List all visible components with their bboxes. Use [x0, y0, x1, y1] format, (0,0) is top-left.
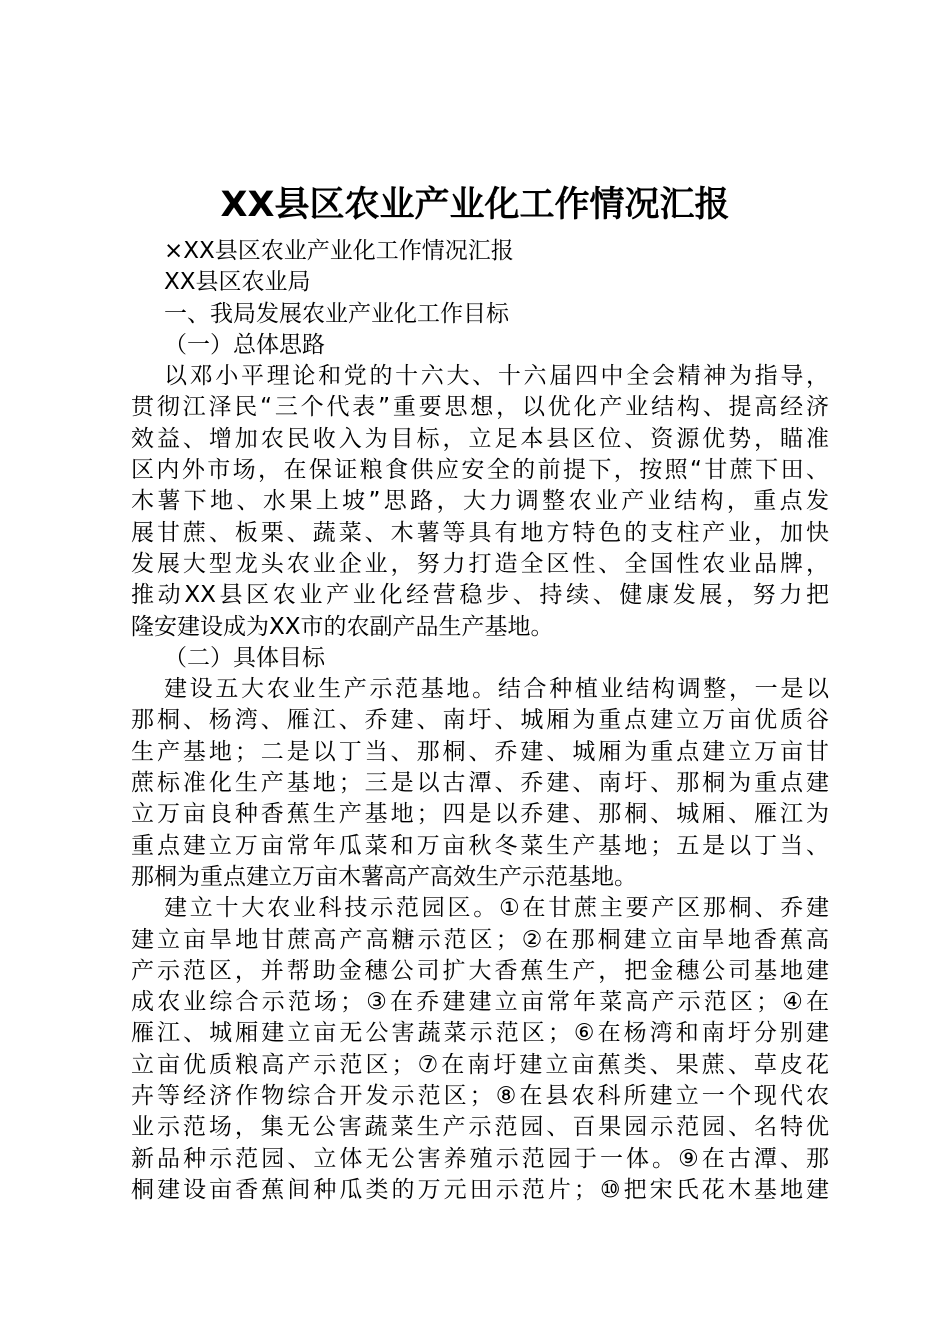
text-line: 产示范区，并帮助金穗公司扩大香蕉生产，把金穗公司基地建 [131, 957, 829, 984]
text-line: 生产基地；二是以丁当、那桐、乔建、城厢为重点建立万亩甘 [131, 738, 829, 765]
text-line: 区内外市场，在保证粮食供应安全的前提下，按照“甘蔗下田、 [131, 457, 829, 484]
text-line: 成农业综合示范场；③在乔建建立亩常年菜高产示范区；④在 [131, 989, 829, 1016]
text-line: 推动XX县区农业产业化经营稳步、持续、健康发展，努力把 [131, 582, 829, 609]
text-line: 以邓小平理论和党的十六大、十六届四中全会精神为指导， [164, 363, 829, 390]
text-line: 业示范场，集无公害蔬菜生产示范园、百果园示范园、名特优 [131, 1114, 829, 1141]
text-line: 木薯下地、水果上坡”思路，大力调整农业产业结构，重点发 [131, 488, 829, 515]
text-line: 贯彻江泽民“三个代表”重要思想，以优化产业结构、提高经济 [131, 394, 829, 421]
text-line: XX县区农业局 [164, 269, 311, 296]
text-line: 立亩优质粮高产示范区；⑦在南圩建立亩蕉类、果蔗、草皮花 [131, 1051, 829, 1078]
document-body [131, 236, 829, 1206]
text-line: 效益、增加农民收入为目标，立足本县区位、资源优势，瞄准 [131, 425, 829, 452]
text-line: 那桐为重点建立万亩木薯高产高效生产示范基地。 [131, 863, 637, 890]
text-line: 重点建立万亩常年瓜菜和万亩秋冬菜生产基地；五是以丁当、 [131, 832, 829, 859]
text-line: 立万亩良种香蕉生产基地；四是以乔建、那桐、城厢、雁江为 [131, 801, 829, 828]
text-line: 建立十大农业科技示范园区。①在甘蔗主要产区那桐、乔建 [164, 895, 829, 922]
text-line: 新品种示范园、立体无公害养殖示范园于一体。⑨在古潭、那 [131, 1145, 829, 1172]
text-line: 桐建设亩香蕉间种瓜类的万元田示范片；⑩把宋氏花木基地建 [131, 1176, 829, 1203]
text-line: 展甘蔗、板栗、蔬菜、木薯等具有地方特色的支柱产业，加快 [131, 519, 829, 546]
text-line: 建立亩旱地甘蔗高产高糖示范区；②在那桐建立亩旱地香蕉高 [131, 926, 829, 953]
document-title: XX县区农业产业化工作情况汇报 [220, 185, 730, 225]
text-line: 发展大型龙头农业企业，努力打造全区性、全国性农业品牌， [131, 550, 829, 577]
text-line: ×XX县区农业产业化工作情况汇报 [164, 238, 514, 264]
text-line: 一、我局发展农业产业化工作目标 [164, 300, 509, 327]
text-line: 建设五大农业生产示范基地。结合种植业结构调整，一是以 [164, 676, 829, 703]
text-line: 卉等经济作物综合开发示范区；⑧在县农科所建立一个现代农 [131, 1083, 829, 1110]
text-line: 那桐、杨湾、雁江、乔建、南圩、城厢为重点建立万亩优质谷 [131, 707, 829, 734]
text-line: 雁江、城厢建立亩无公害蔬菜示范区；⑥在杨湾和南圩分别建 [131, 1020, 829, 1047]
text-line: （二）具体目标 [164, 644, 325, 671]
text-line: 隆安建设成为XX市的农副产品生产基地。 [131, 613, 554, 640]
text-line: （一）总体思路 [164, 331, 325, 358]
text-line: 蔗标准化生产基地；三是以古潭、乔建、南圩、那桐为重点建 [131, 770, 829, 797]
